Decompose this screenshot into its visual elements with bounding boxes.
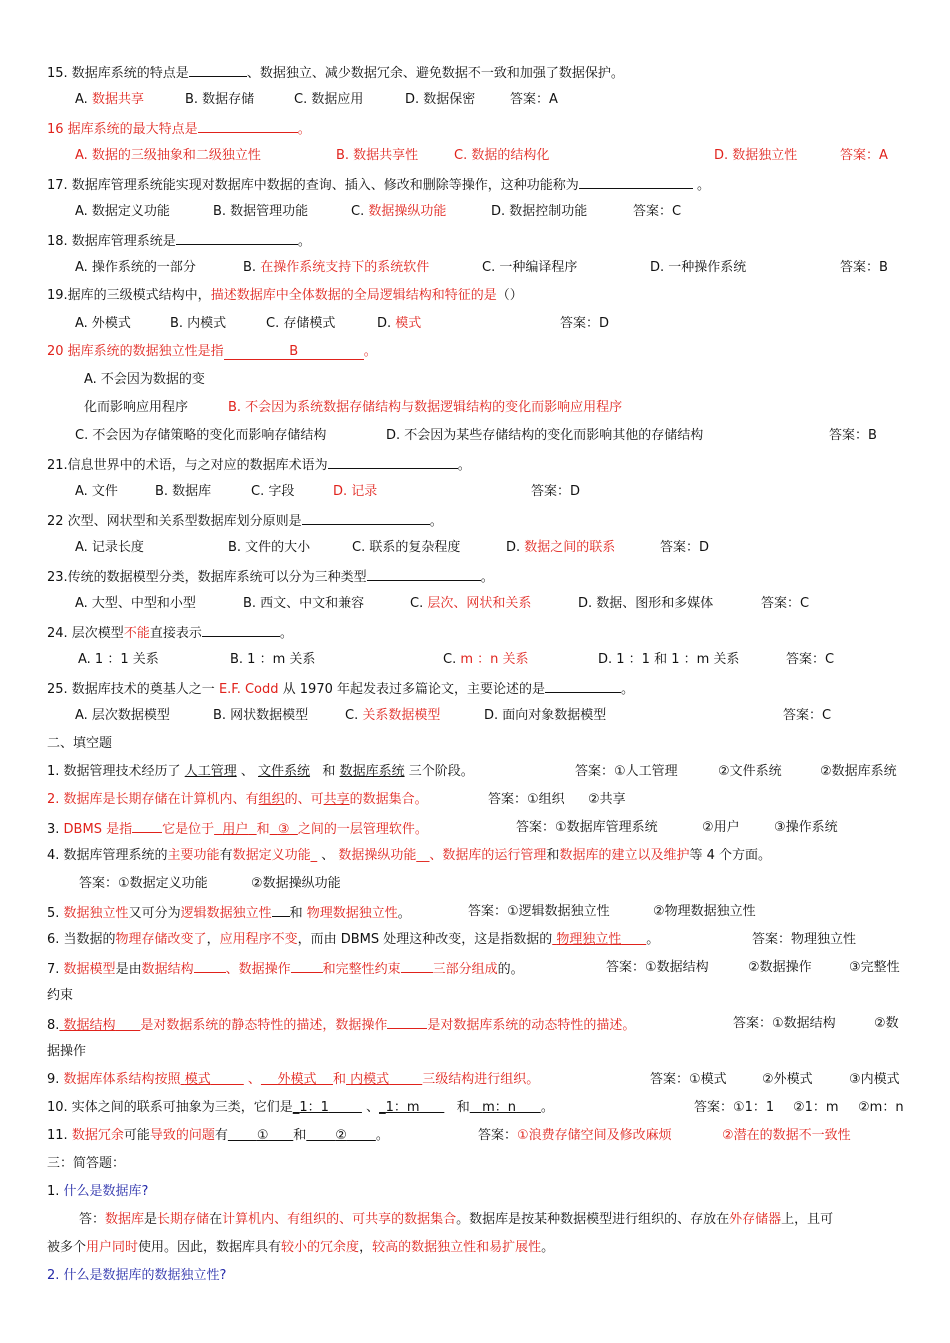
option-b: B. 不会因为系统数据存储结构与数据逻辑结构的变化而影响应用程序 [228,400,623,415]
option-c: C. m ：n 关系 [443,652,529,667]
option-a: A. 1 ：1 关系 [78,652,159,667]
option-b: B. 内模式 [170,316,227,331]
q19-stem: 19.据库的三级模式结构中，描述数据库中全体数据的全局逻辑结构和特征的是（） [47,288,523,303]
section-heading-short-answer: 三：简答题： [47,1156,126,1171]
q19-options [0,313,950,335]
q25-stem: 25. 数据库技术的奠基人之一 E.F. Codd 从 1970 年起发表过多篇论文，主要论述的是 。 [0,677,950,699]
option-c: C. 层次、网状和关系 [410,596,532,611]
q20-stem: 20 据库系统的数据独立性是指 B 。 [47,344,377,359]
option-a: A. 文件 [75,484,118,499]
fill-4-answer: 答案：①数据定义功能 ②数据操纵功能 [79,876,341,891]
blank [189,61,247,77]
answer: 答案：B [829,428,877,443]
option-b: B. 在操作系统支持下的系统软件 [243,260,430,275]
short-answer-q2: 2. 什么是数据库的数据独立性? [47,1268,227,1283]
option-d: D. 记录 [333,484,378,499]
option-a: A. 大型、中型和小型 [75,596,196,611]
option-c: C. 字段 [251,484,295,499]
option-d: D. 数据独立性 [714,148,798,163]
option-c: C. 数据的结构化 [454,148,550,163]
q21-stem: 21.信息世界中的术语，与之对应的数据库术语为 。 [0,453,950,475]
q24-stem: 24. 层次模型不能直接表示 。 [0,621,950,643]
fill-9: 9. 数据库体系结构按照 模式 、 外模式 和 内模式 三级结构进行组织。 答案：①模式 ②外模式 ③内模式 [47,1072,900,1087]
answer: 答案：B [840,260,888,275]
q15-stem: 15. 数据库系统的特点是 、数据独立、减少数据冗余、避免数据不一致和加强了数据保护。 [0,61,950,83]
answer: 答案：A [510,92,558,107]
option-b: B. 数据管理功能 [213,204,309,219]
option-a: A. 记录长度 [75,540,144,555]
option-b: B. 数据存储 [185,92,255,107]
option-d: D. 数据、图形和多媒体 [578,596,714,611]
short-answer-a1-line2: 被多个用户同时使用。因此，数据库具有较小的冗余度，较高的数据独立性和易扩展性。 [47,1240,555,1255]
option-d: D. 数据保密 [405,92,476,107]
answer: 答案：C [783,708,832,723]
option-b: B. 网状数据模型 [213,708,309,723]
answer: 答案：D [560,316,610,331]
option-d: D. 模式 [377,316,422,331]
fill-7-cont: 约束 [47,988,74,1003]
fill-5: 5. 数据独立性又可分为逻辑数据独立性 和 物理数据独立性。 答案：①逻辑数据独立性 ②物理数据独立性 [0,901,950,923]
q23-stem: 23.传统的数据模型分类，数据库系统可以分为三种类型 。 [0,565,950,587]
short-answer-a1-line1: 答：数据库是长期存储在计算机内、有组织的、可共享的数据集合。数据库是按某种数据模型进行组织的、存放在外存储器上，且可 [79,1212,834,1227]
q16-stem: 16 据库系统的最大特点是 。 [0,117,950,139]
q15-options [0,89,950,111]
answer: 答案：D [660,540,710,555]
option-c: C. 存储模式 [266,316,336,331]
fill-8: 8. 数据结构 是对数据系统的静态特性的描述，数据操作 是对数据库系统的动态特性的描述。 答案：①数据结构 ②数 [0,1013,950,1035]
option-a: A. 数据的三级抽象和二级独立性 [75,148,261,163]
option-c: C. 数据应用 [294,92,364,107]
answer: 答案：A [840,148,888,163]
option-a: A. 操作系统的一部分 [75,260,196,275]
option-b: B. 数据库 [155,484,212,499]
option-a: A. 层次数据模型 [75,708,170,723]
fill-10: 10. 实体之间的联系可抽象为三类，它们是_1：1 、_1：m 和 m：n 。 答案：①1：1 ②1：m ②m：n [47,1100,904,1115]
q20-option-a1: A. 不会因为数据的变 [84,372,205,387]
q25-options [0,705,950,727]
option-a: A. 数据定义功能 [75,204,170,219]
option-d: D. 数据控制功能 [491,204,588,219]
q18-stem: 18. 数据库管理系统是 。 [0,229,950,251]
option-d: D. 数据之间的联系 [506,540,616,555]
option-a: A. 数据共享 [75,92,144,107]
option-b: B. 西文、中文和兼容 [243,596,365,611]
q17-options [0,201,950,223]
section-heading-fill-in: 二、填空题 [47,736,113,751]
q20-options-cd [0,425,950,447]
option-d: D. 不会因为某些存储结构的变化而影响其他的存储结构 [386,428,704,443]
option-c: C. 数据操纵功能 [351,204,447,219]
q16-options [0,145,950,167]
option-c: C. 不会因为存储策略的变化而影响存储结构 [75,428,327,443]
option-a: A. 外模式 [75,316,131,331]
fill-4: 4. 数据库管理系统的主要功能有数据定义功能_ 、 数据操纵功能__、数据库的运行管理和数据库的建立以及维护等 4 个方面。 [47,848,771,863]
q18-options [0,257,950,279]
q21-options [0,481,950,503]
option-c: C. 联系的复杂程度 [352,540,461,555]
option-d: D. 一种操作系统 [650,260,747,275]
answer: 答案：C [633,204,682,219]
option-b: B. 数据共享性 [336,148,419,163]
short-answer-q1: 1. 什么是数据库? [47,1184,149,1199]
fill-8-cont: 据操作 [47,1044,87,1059]
option-b: B. 文件的大小 [228,540,311,555]
answer: 答案：C [761,596,810,611]
fill-1: 1. 数据管理技术经历了 人工管理 、 文件系统 和 数据库系统 三个阶段。 答案：①人工管理 ②文件系统 ②数据库系统 [47,764,897,779]
q22-stem: 22 次型、网状型和关系型数据库划分原则是 。 [0,509,950,531]
q22-options [0,537,950,559]
fill-11: 11. 数据冗余可能导致的问题有 ① 和 ② 。 答案：①浪费存储空间及修改麻烦 ②潜在的数据不一致性 [47,1128,851,1143]
option-c: C. 关系数据模型 [345,708,441,723]
q23-options [0,593,950,615]
q17-stem: 17. 数据库管理系统能实现对数据库中数据的查询、插入、修改和删除等操作，这种功能称为 。 [0,173,950,195]
answer: 答案：D [531,484,581,499]
q20-option-a2-b: 化而影响应用程序 B. 不会因为系统数据存储结构与数据逻辑结构的变化而影响应用程序 [0,397,950,419]
option-b: B. 1 ：m 关系 [230,652,316,667]
option-d: D. 面向对象数据模型 [484,708,607,723]
fill-2: 2. 数据库是长期存储在计算机内、有组织的、可共享的数据集合。 答案：①组织 ②共享 [47,792,626,807]
fill-7: 7. 数据模型是由数据结构 、数据操作 和完整性约束 三部分组成的。 答案：①数据结构 ②数据操作 ③完整性 [0,957,950,979]
option-c: C. 一种编译程序 [482,260,578,275]
fill-3: 3. DBMS 是指 它是位于 用户 和 ③ 之间的一层管理软件。 答案：①数据库管理系统 ②用户 ③操作系统 [0,817,950,839]
option-d: D. 1 ：1 和 1 ：m 关系 [598,652,740,667]
q24-options [0,649,950,671]
fill-6: 6. 当数据的物理存储改变了，应用程序不变，而由 DBMS 处理这种改变，这是指数据的 物理独立性 。 答案：物理独立性 [47,932,857,947]
answer: 答案：C [786,652,835,667]
